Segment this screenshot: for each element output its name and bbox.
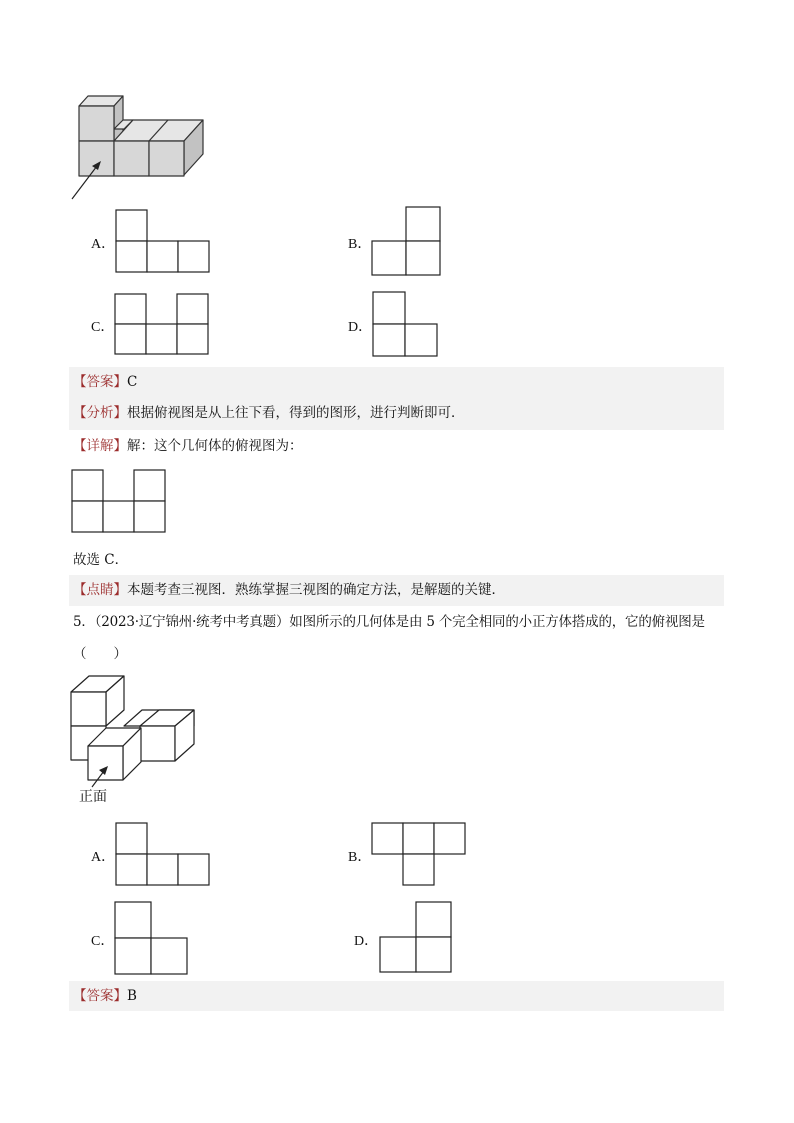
answer-tag: 【答案】 [73,988,127,1004]
q4-option-d-label[interactable]: D． [348,320,373,335]
q4-option-a-label[interactable]: A． [91,237,116,252]
front-label: 正面 [79,789,107,805]
detail-text: 解：这个几何体的俯视图为： [127,438,303,454]
q5-option-b-label[interactable]: B． [348,850,372,865]
q5-option-a-figure [116,823,212,887]
answer-tag: 【答案】 [73,374,127,390]
comment-tag: 【点睛】 [73,582,127,598]
analysis-tag: 【分析】 [73,405,127,421]
q5-option-c-label[interactable]: C． [91,934,115,949]
q5-blank: （ ） [73,646,127,662]
q4-option-c-label[interactable]: C． [91,320,115,335]
q5-option-d-figure [380,902,454,974]
q5-answer-line [73,986,137,1006]
answer-value: B [127,988,137,1004]
q5-option-a-label[interactable]: A． [91,850,116,865]
q4-choice-line: 故选 C． [73,552,129,568]
q4-option-b-label[interactable]: B． [348,237,372,252]
q5-stem: 5．（2023·辽宁锦州·统考中考真题）如图所示的几何体是由 5 个完全相同的小正方体搭成的，它的俯视图是 [73,614,705,630]
analysis-text: 根据俯视图是从上往下看，得到的图形，进行判断即可． [127,405,465,421]
answer-value: C [127,374,138,390]
q5-option-c-figure [115,902,189,976]
q5-option-b-figure [372,823,466,887]
comment-text: 本题考查三视图．熟练掌握三视图的确定方法，是解题的关键． [127,582,505,598]
detail-tag: 【详解】 [73,438,127,454]
q5-option-d-label[interactable]: D． [354,934,379,949]
q5-answer-band [69,981,724,1011]
